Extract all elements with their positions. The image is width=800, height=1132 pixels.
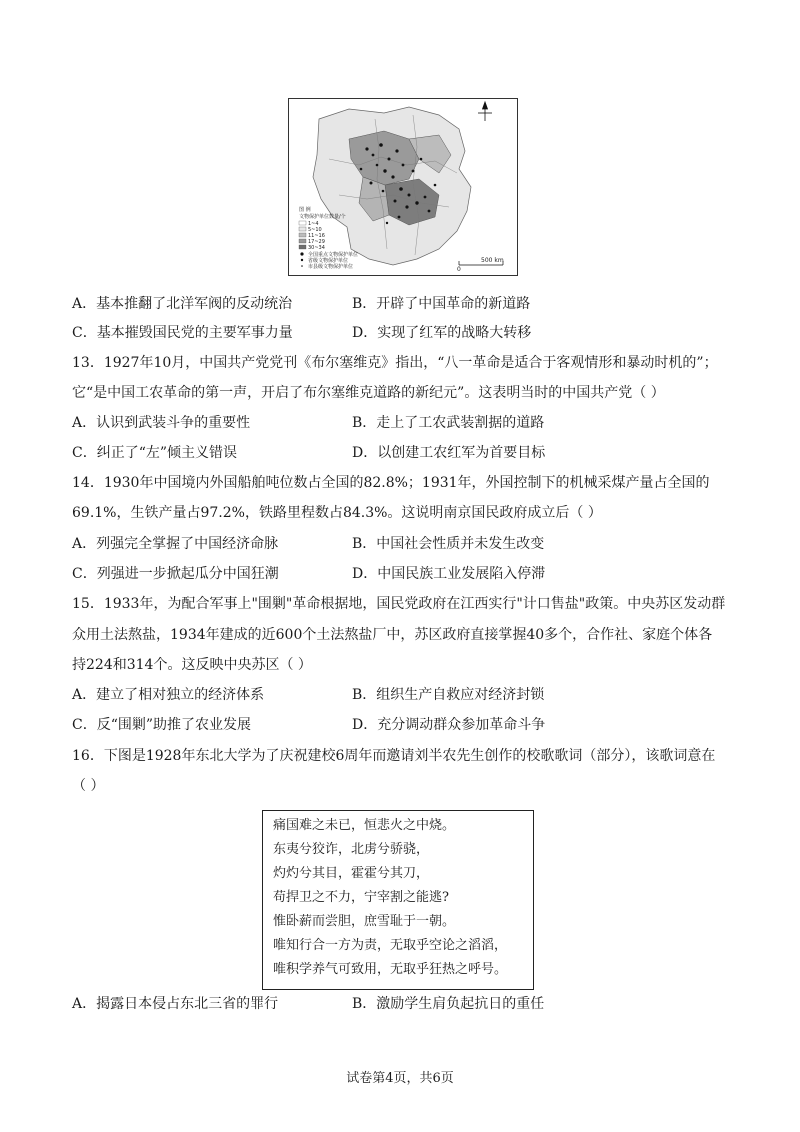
legend-item-4: 17~29 — [308, 239, 325, 245]
q12-option-b: B．开辟了中国革命的新道路 — [352, 296, 531, 312]
lyric-line-7: 唯积学养气可致用，无取乎狂热之呼号。 — [273, 962, 508, 977]
q15-stem-line-3: 持224和314个。这反映中央苏区（ ） — [72, 657, 312, 673]
q12-option-c: C．基本摧毁国民党的主要军事力量 — [72, 325, 293, 341]
q15-option-d: D．充分调动群众参加革命斗争 — [352, 717, 546, 733]
legend-marker-2: 省级文物保护单位 — [308, 258, 349, 264]
q14-option-c: C．列强进一步掀起瓜分中国狂潮 — [72, 566, 279, 582]
q14-stem-line-2: 69.1%，生铁产量占97.2%，铁路里程数占84.3%。这说明南京国民政府成立后（ ） — [72, 505, 602, 521]
q13-stem-line-1: 13．1927年10月，中国共产党党刊《布尔塞维克》指出，“八一革命是适合于客观情形和暴动时机的”； — [72, 355, 718, 371]
q16-option-a: A．揭露日本侵占东北三省的罪行 — [72, 996, 279, 1012]
legend-title: 图 例 — [299, 207, 311, 213]
q14-option-a: A．列强完全掌握了中国经济命脉 — [72, 536, 279, 552]
lyrics-box — [262, 810, 534, 990]
q14-option-b: B．中国社会性质并未发生改变 — [352, 536, 545, 552]
scale-bar — [457, 257, 504, 273]
page-footer: 试卷第4页，共6页 — [346, 1071, 454, 1086]
q13-option-c: C．纠正了“左”倾主义错误 — [72, 445, 238, 461]
lyric-line-4: 苟捍卫之不力，宁宰割之能逃? — [273, 890, 449, 905]
map-figure — [288, 98, 518, 276]
lyric-line-1: 痛国难之未已，恒悲火之中烧。 — [273, 818, 456, 833]
scale-start: 0 — [457, 266, 461, 273]
legend-marker-3: 市县级文物保护单位 — [308, 264, 354, 270]
legend-item-2: 5~10 — [308, 227, 322, 233]
map-svg — [289, 99, 517, 275]
q15-option-a: A．建立了相对独立的经济体系 — [72, 687, 265, 703]
q12-option-a: A．基本推翻了北洋军阀的反动统治 — [72, 296, 293, 312]
q16-stem-line-1: 16．下图是1928年东北大学为了庆祝建校6周年而邀请刘半农先生创作的校歌歌词（部分），该歌词意在 — [72, 748, 716, 764]
q13-option-b: B．走上了工农武装割据的道路 — [352, 415, 545, 431]
q14-option-d: D．中国民族工业发展陷入停滞 — [352, 566, 546, 582]
lyric-line-6: 唯知行合一方为责，无取乎空论之滔滔， — [273, 938, 508, 953]
legend-item-3: 11~16 — [308, 233, 325, 239]
q13-stem-line-2: 它“是中国工农革命的第一声，开启了布尔塞维克道路的新纪元”。这表明当时的中国共产党（ ） — [72, 385, 665, 401]
q12-option-d: D．实现了红军的战略大转移 — [352, 325, 532, 341]
lyric-line-5: 惟卧薪而尝胆，庶雪耻于一朝。 — [273, 914, 456, 929]
north-arrow-icon — [478, 102, 492, 121]
legend-item-1: 1~4 — [308, 221, 319, 227]
q16-option-b: B．激励学生肩负起抗日的重任 — [352, 996, 545, 1012]
q15-option-b: B．组织生产自救应对经济封锁 — [352, 687, 545, 703]
legend-marker-1: 全国重点文物保护单位 — [308, 252, 359, 258]
lyric-line-2: 东夷兮狡诈，北虏兮骄骁， — [273, 842, 430, 857]
q15-stem-line-1: 15．1933年，为配合军事上"围剿"革命根据地，国民党政府在江西实行"计口售盐"政策。中央苏区发动群 — [72, 596, 726, 612]
q16-stem-line-2: （ ） — [72, 778, 105, 794]
legend-item-5: 30~34 — [308, 245, 325, 251]
lyric-line-3: 灼灼兮其目，霍霍兮其刀， — [273, 866, 430, 881]
q15-option-c: C．反“围剿”助推了农业发展 — [72, 717, 252, 733]
q13-option-d: D．以创建工农红军为首要目标 — [352, 445, 546, 461]
q15-stem-line-2: 众用土法熬盐，1934年建成的近600个土法熬盐厂中，苏区政府直接掌握40多个，合作社、家庭个体各 — [72, 627, 713, 643]
q13-option-a: A．认识到武装斗争的重要性 — [72, 415, 251, 431]
q14-stem-line-1: 14．1930年中国境内外国船舶吨位数占全国的82.8%；1931年，外国控制下的机械采煤产量占全国的 — [72, 475, 710, 491]
legend-subtitle: 文物保护单位数量/个 — [299, 214, 346, 220]
scale-label: 500 km — [481, 257, 504, 264]
